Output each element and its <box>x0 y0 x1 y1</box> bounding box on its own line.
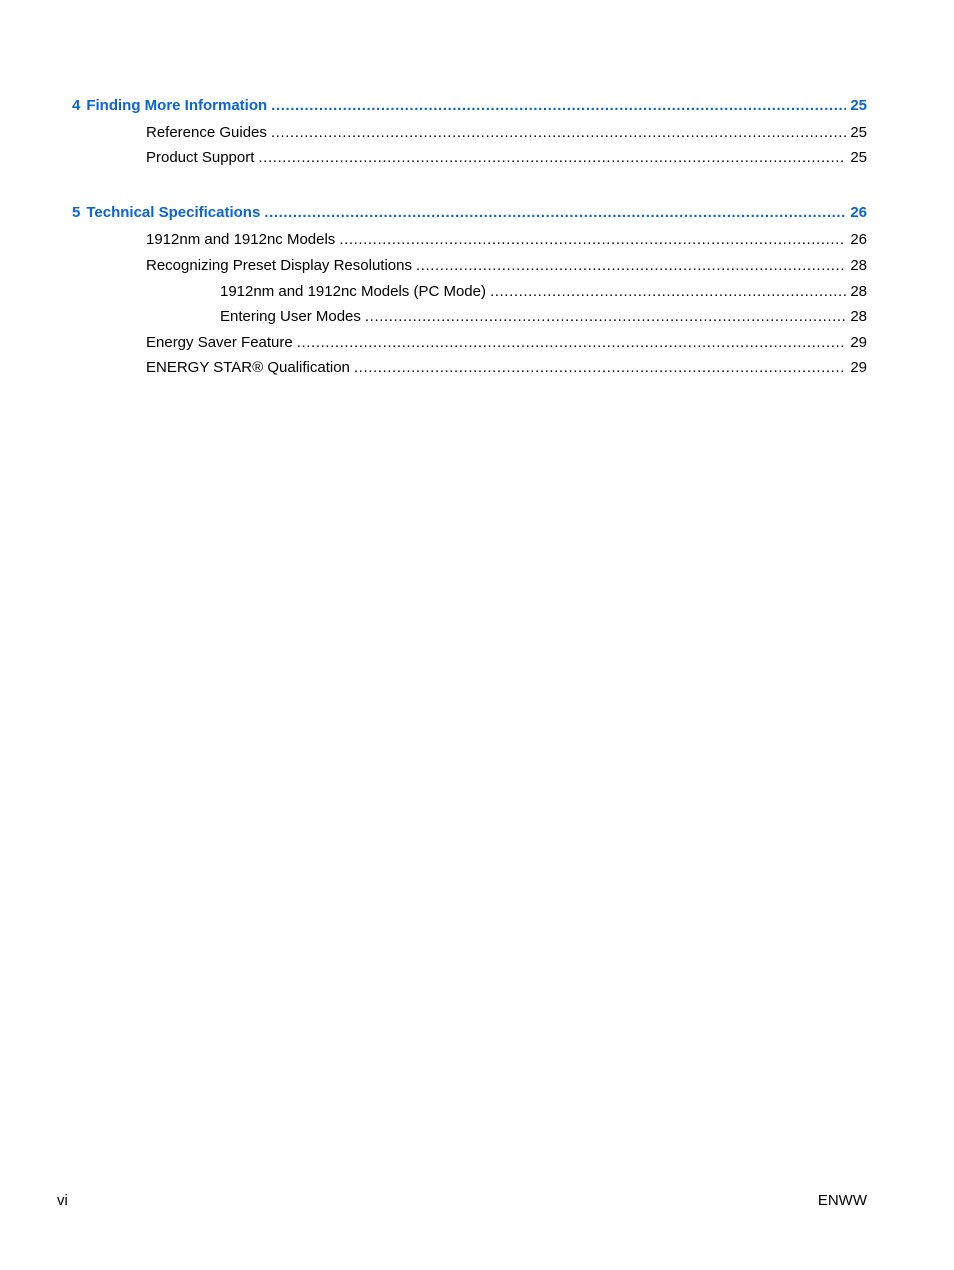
toc-entry-label: 1912nm and 1912nc Models (PC Mode) <box>220 283 486 300</box>
toc-entry-label: Reference Guides <box>146 124 267 141</box>
toc-page-number: 28 <box>850 283 867 300</box>
toc-page-number: 29 <box>850 359 867 376</box>
toc-entry-energy-star[interactable] <box>146 359 867 377</box>
toc-entry-label: Energy Saver Feature <box>146 334 293 351</box>
toc-entry-label <box>72 97 271 115</box>
toc-page-number: 25 <box>850 97 867 114</box>
toc-entry-1912nm-models[interactable] <box>146 231 867 249</box>
chapter-number: 4 <box>72 97 81 114</box>
chapter-title: Technical Specifications <box>86 204 261 221</box>
toc-page-number: 26 <box>850 204 867 221</box>
dot-leader <box>271 97 846 115</box>
dot-leader <box>271 124 846 142</box>
toc-entry-label: Entering User Modes <box>220 308 361 325</box>
dot-leader <box>416 257 846 275</box>
toc-entry-label: Product Support <box>146 149 255 166</box>
dot-leader <box>490 283 846 301</box>
toc-entry-pc-mode[interactable] <box>220 283 867 301</box>
toc-entry-label: ENERGY STAR® Qualification <box>146 359 350 376</box>
toc-entry-reference-guides[interactable] <box>146 124 867 142</box>
dot-leader <box>264 204 846 222</box>
toc-entry-energy-saver[interactable] <box>146 334 867 352</box>
toc-page-number: 28 <box>850 257 867 274</box>
dot-leader <box>297 334 847 352</box>
chapter-title: Finding More Information <box>86 97 268 114</box>
toc-page-number: 28 <box>850 308 867 325</box>
chapter-number: 5 <box>72 204 81 221</box>
dot-leader <box>258 149 846 167</box>
footer-doc-code: ENWW <box>817 1192 867 1209</box>
dot-leader <box>339 231 846 249</box>
toc-entry-product-support[interactable] <box>146 149 867 167</box>
toc-chapter-4[interactable] <box>72 97 867 115</box>
footer-page-number: vi <box>57 1192 68 1209</box>
toc-page-number: 29 <box>850 334 867 351</box>
toc-page-number: 25 <box>850 149 867 166</box>
toc-page-number: 25 <box>850 124 867 141</box>
toc-entry-label: 1912nm and 1912nc Models <box>146 231 336 248</box>
toc-entry-preset-display-resolutions[interactable] <box>146 257 867 275</box>
toc-chapter-5[interactable] <box>72 204 867 222</box>
toc-entry-entering-user-modes[interactable] <box>220 308 867 326</box>
dot-leader <box>365 308 846 326</box>
toc-entry-label <box>72 204 264 222</box>
toc-page-number: 26 <box>850 231 867 248</box>
toc-entry-label: Recognizing Preset Display Resolutions <box>146 257 412 274</box>
dot-leader <box>354 359 846 377</box>
